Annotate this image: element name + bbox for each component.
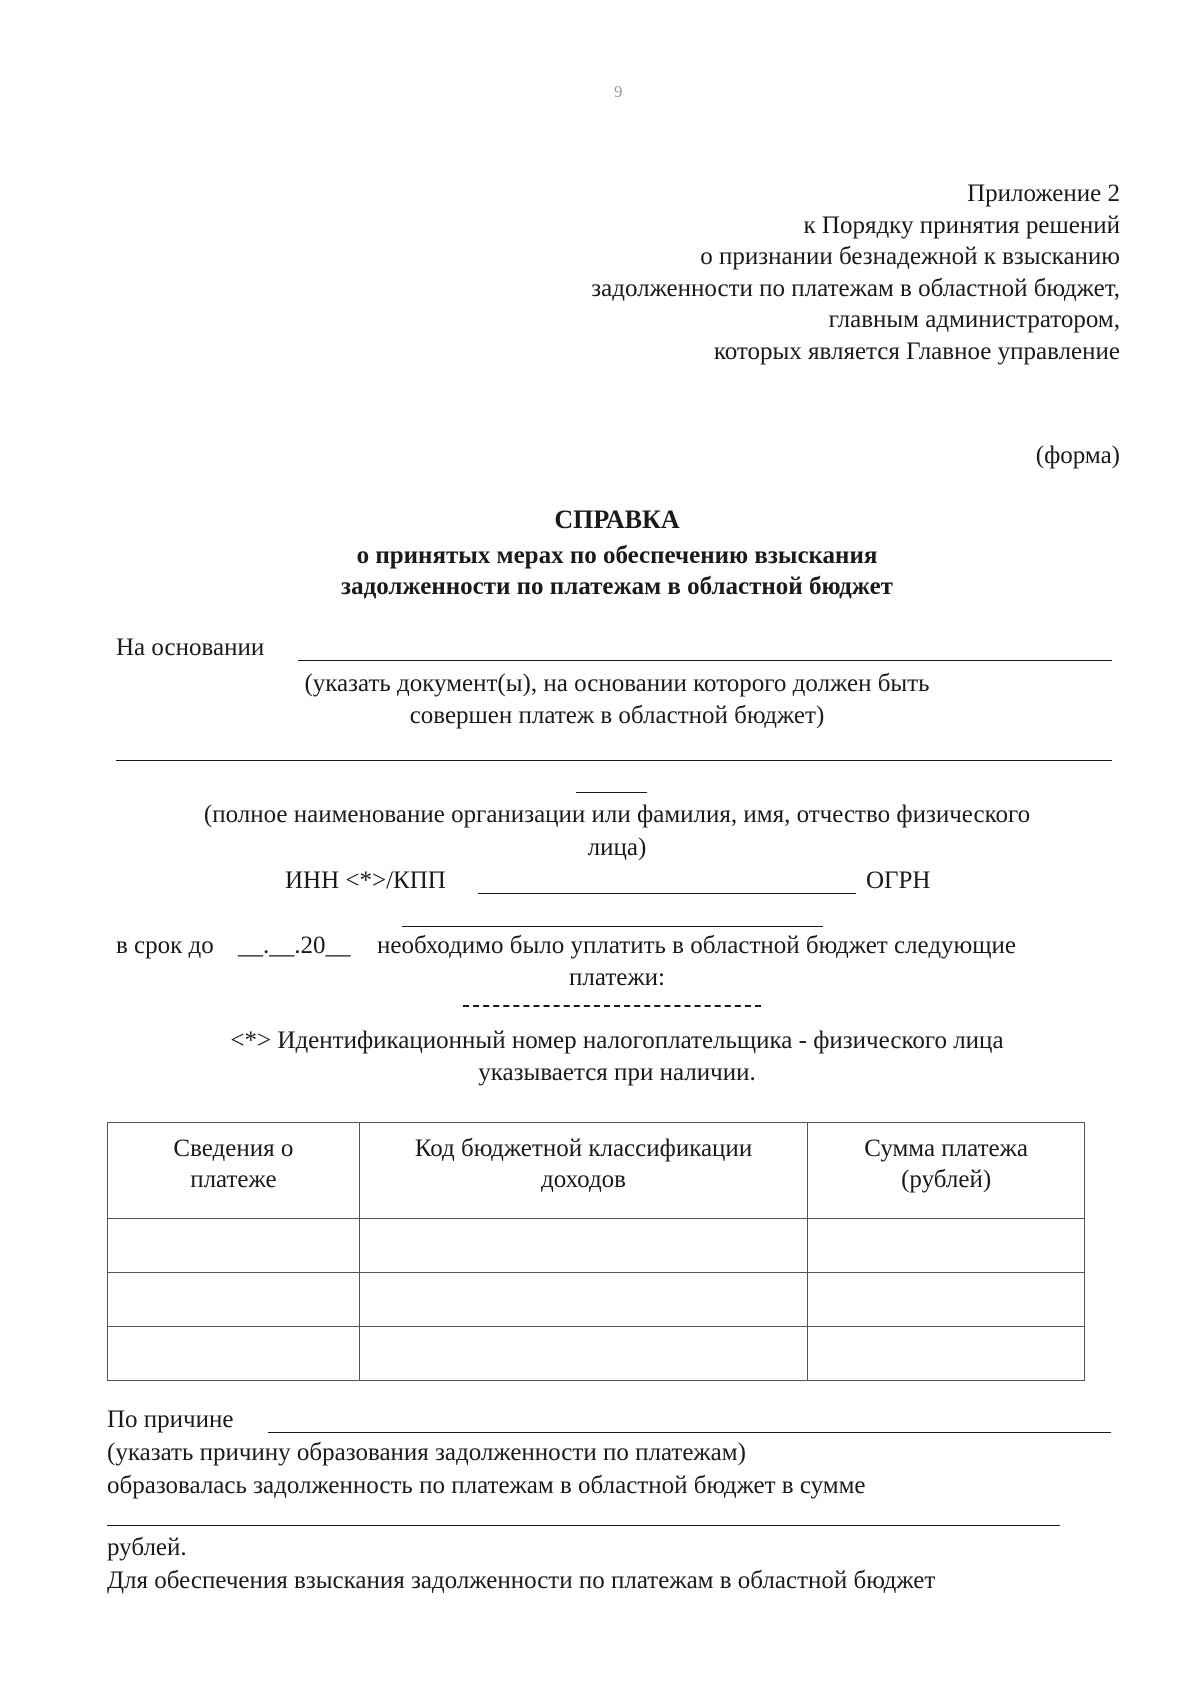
footnote-separator [463,1005,761,1007]
page-number: 9 [614,82,623,101]
appendix-line: главным администратором, [828,306,1120,333]
column-header-budget-code: Код бюджетной классификации доходов [359,1123,808,1219]
footnote-line: <*> Идентификационный номер налогоплательщика - физического лица [230,1027,1004,1054]
column-header-payment-amount: Сумма платежа (рублей) [808,1123,1085,1219]
reason-field[interactable] [268,1432,1111,1433]
table-cell[interactable] [359,1273,808,1327]
appendix-line: задолженности по платежам в областной бюджет, [591,274,1120,302]
table-cell[interactable] [359,1327,808,1381]
document-title: СПРАВКА [554,505,680,534]
basis-hint-line: (указать документ(ы), на основании которого должен быть [304,670,930,697]
basis-document-field[interactable] [298,660,1112,661]
basis-hint-line: совершен платеж в областной бюджет) [409,702,825,729]
table-row [108,1219,1085,1273]
deadline-line2: платежи: [569,964,665,991]
organization-hint-line: лица) [587,834,647,861]
table-cell[interactable] [808,1327,1085,1381]
table-cell[interactable] [359,1219,808,1273]
deadline-suffix: необходимо было уплатить в областной бюджет следующие [377,932,1016,959]
reason-label: По причине [107,1406,234,1433]
deadline-date-field[interactable]: __.__.20__ [238,932,351,959]
table-row [108,1327,1085,1381]
table-row [108,1273,1085,1327]
measures-intro-line: Для обеспечения взыскания задолженности по платежам в областной бюджет [107,1567,936,1594]
appendix-header [591,178,1120,367]
inn-kpp-label: ИНН <*>/КПП [285,867,446,894]
appendix-line: которых является Главное управление [713,337,1120,365]
ogrn-field[interactable] [402,926,823,927]
footnote-line: указывается при наличии. [478,1059,756,1086]
appendix-line: к Порядку принятия решений [803,211,1120,239]
deadline-prefix: в срок до [116,932,214,959]
table-cell[interactable] [808,1273,1085,1327]
rubles-label: рублей. [107,1534,187,1561]
organization-hint-line: (полное наименование организации или фамилия, имя, отчество физического [203,801,1031,828]
document-subtitle-line: задолженности по платежам в областной бюджет [341,573,893,600]
ogrn-label: ОГРН [866,867,931,894]
basis-label: На основании [116,634,265,661]
payments-table [107,1122,1085,1381]
reason-hint: (указать причину образования задолженности по платежам) [107,1439,746,1466]
debt-amount-field[interactable] [107,1525,1060,1526]
inn-kpp-field[interactable] [478,893,856,894]
form-label: (форма) [1035,442,1120,469]
organization-name-field[interactable] [116,760,1112,761]
table-header-row [108,1123,1085,1219]
table-cell[interactable] [108,1219,360,1273]
organization-name-field-continuation[interactable] [576,792,647,793]
table-cell[interactable] [808,1219,1085,1273]
appendix-line: о признании безнадежной к взысканию [700,243,1120,270]
appendix-line: Приложение 2 [967,180,1120,207]
table-cell[interactable] [108,1273,360,1327]
table-cell[interactable] [108,1327,360,1381]
debt-amount-line: образовалась задолженность по платежам в областной бюджет в сумме [107,1472,866,1499]
column-header-payment-info: Сведения о платеже [108,1123,360,1219]
document-subtitle-line: о принятых мерах по обеспечению взыскания [356,542,878,569]
